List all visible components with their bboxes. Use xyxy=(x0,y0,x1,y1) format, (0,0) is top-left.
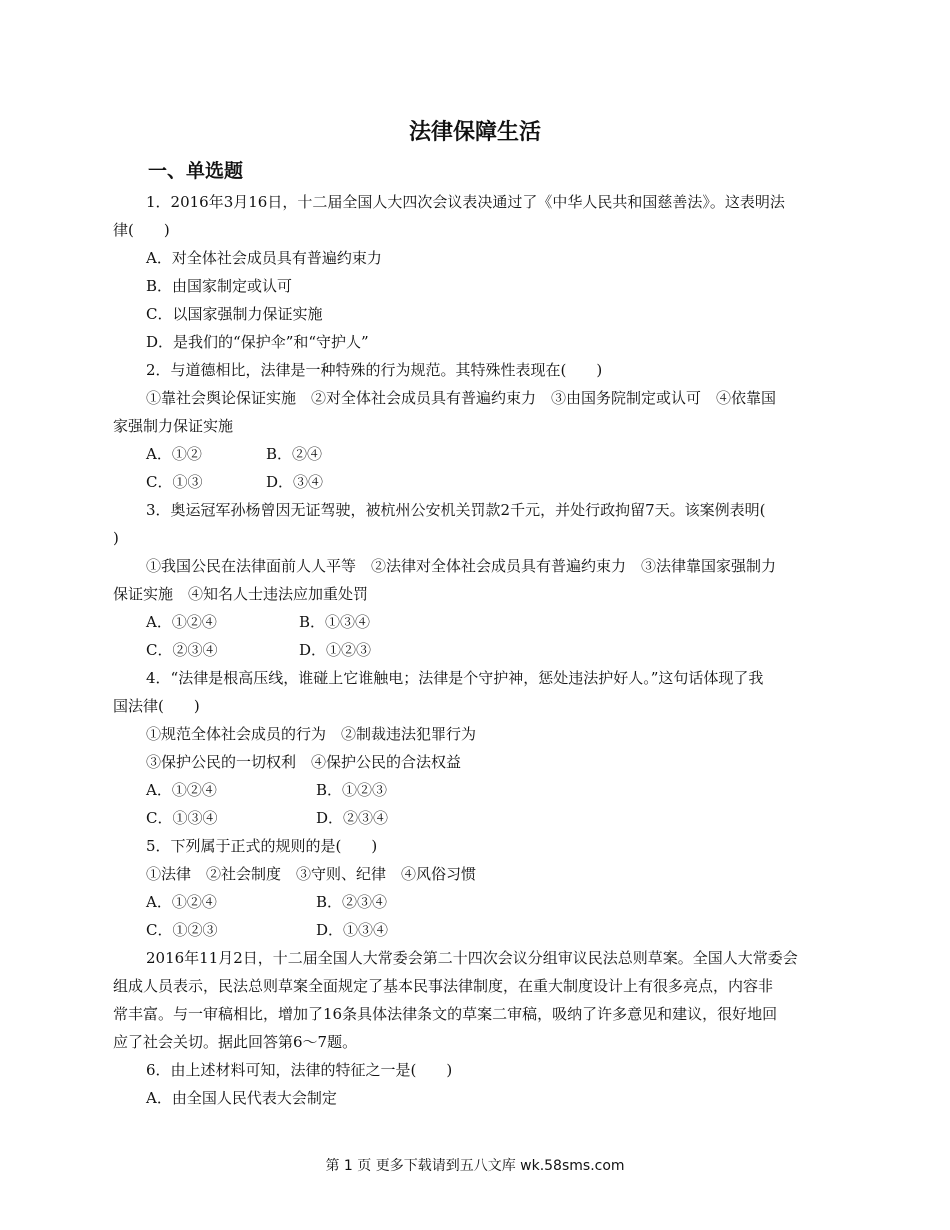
q3-option-d: D．①②③ xyxy=(299,641,372,659)
q2-statements-cont: 家强制力保证实施 xyxy=(113,417,234,435)
q5-statements: ①法律 ②社会制度 ③守则、纪律 ④风俗习惯 xyxy=(146,865,477,883)
q2-option-b: B．②④ xyxy=(266,445,323,463)
q2-option-c: C．①③ xyxy=(146,473,203,491)
q3-option-a: A．①②④ xyxy=(146,613,217,631)
page-footer: 第 1 页 更多下载请到五八文库 wk.58sms.com xyxy=(325,1158,625,1174)
q1-option-b: B．由国家制定或认可 xyxy=(146,277,293,295)
question-2-stem: 2．与道德相比，法律是一种特殊的行为规范。其特殊性表现在( ) xyxy=(146,361,603,379)
question-6-stem: 6．由上述材料可知，法律的特征之一是( ) xyxy=(146,1061,453,1079)
question-4-stem-cont: 国法律( ) xyxy=(113,697,200,715)
q1-option-c: C．以国家强制力保证实施 xyxy=(146,305,323,323)
question-4-stem: 4．“法律是根高压线，谁碰上它谁触电；法律是个守护神，惩处违法护好人。”这句话体现了我 xyxy=(146,669,764,687)
material-paragraph: 2016年11月2日，十二届全国人大常委会第二十四次会议分组审议民法总则草案。全国人大常委会 xyxy=(146,949,798,967)
material-paragraph-line-4: 应了社会关切。据此回答第6～7题。 xyxy=(113,1033,358,1051)
q2-option-d: D．③④ xyxy=(266,473,324,491)
q4-option-c: C．①③④ xyxy=(146,809,218,827)
q1-option-a: A．对全体社会成员具有普遍约束力 xyxy=(146,249,382,267)
q5-option-c: C．①②③ xyxy=(146,921,218,939)
q6-option-a: A．由全国人民代表大会制定 xyxy=(146,1089,337,1107)
material-paragraph-line-2: 组成人员表示，民法总则草案全面规定了基本民事法律制度，在重大制度设计上有很多亮点，内容非 xyxy=(113,977,774,995)
q5-option-b: B．②③④ xyxy=(316,893,388,911)
q2-statements: ①靠社会舆论保证实施 ②对全体社会成员具有普遍约束力 ③由国务院制定或认可 ④依靠国 xyxy=(146,389,777,407)
question-5-stem: 5．下列属于正式的规则的是( ) xyxy=(146,837,378,855)
q3-option-b: B．①③④ xyxy=(299,613,371,631)
q4-statements-cont: ③保护公民的一切权利 ④保护公民的合法权益 xyxy=(146,753,462,771)
material-paragraph-line-3: 常丰富。与一审稿相比，增加了16条具体法律条文的草案二审稿，吸纳了许多意见和建议，很好地回 xyxy=(113,1005,778,1023)
q3-statements-cont: 保证实施 ④知名人士违法应加重处罚 xyxy=(113,585,369,603)
section-heading: 一、单选题 xyxy=(148,160,244,182)
question-3-stem-cont: ) xyxy=(113,529,119,547)
question-1-stem: 1．2016年3月16日，十二届全国人大四次会议表决通过了《中华人民共和国慈善法》。这表明法 xyxy=(146,193,785,211)
q5-option-a: A．①②④ xyxy=(146,893,217,911)
question-3-stem: 3．奥运冠军孙杨曾因无证驾驶，被杭州公安机关罚款2千元，并处行政拘留7天。该案例表明( xyxy=(146,501,766,519)
q4-option-d: D．②③④ xyxy=(316,809,389,827)
document-title: 法律保障生活 xyxy=(408,120,541,145)
q4-option-a: A．①②④ xyxy=(146,781,217,799)
q5-option-d: D．①③④ xyxy=(316,921,389,939)
q2-option-a: A．①② xyxy=(146,445,202,463)
q3-statements: ①我国公民在法律面前人人平等 ②法律对全体社会成员具有普遍约束力 ③法律靠国家强制力 xyxy=(146,557,777,575)
q1-option-d: D．是我们的“保护伞”和“守护人” xyxy=(146,333,369,351)
q4-statements: ①规范全体社会成员的行为 ②制裁违法犯罪行为 xyxy=(146,725,477,743)
q3-option-c: C．②③④ xyxy=(146,641,218,659)
question-1-stem-cont: 律( ) xyxy=(113,221,170,239)
q4-option-b: B．①②③ xyxy=(316,781,388,799)
